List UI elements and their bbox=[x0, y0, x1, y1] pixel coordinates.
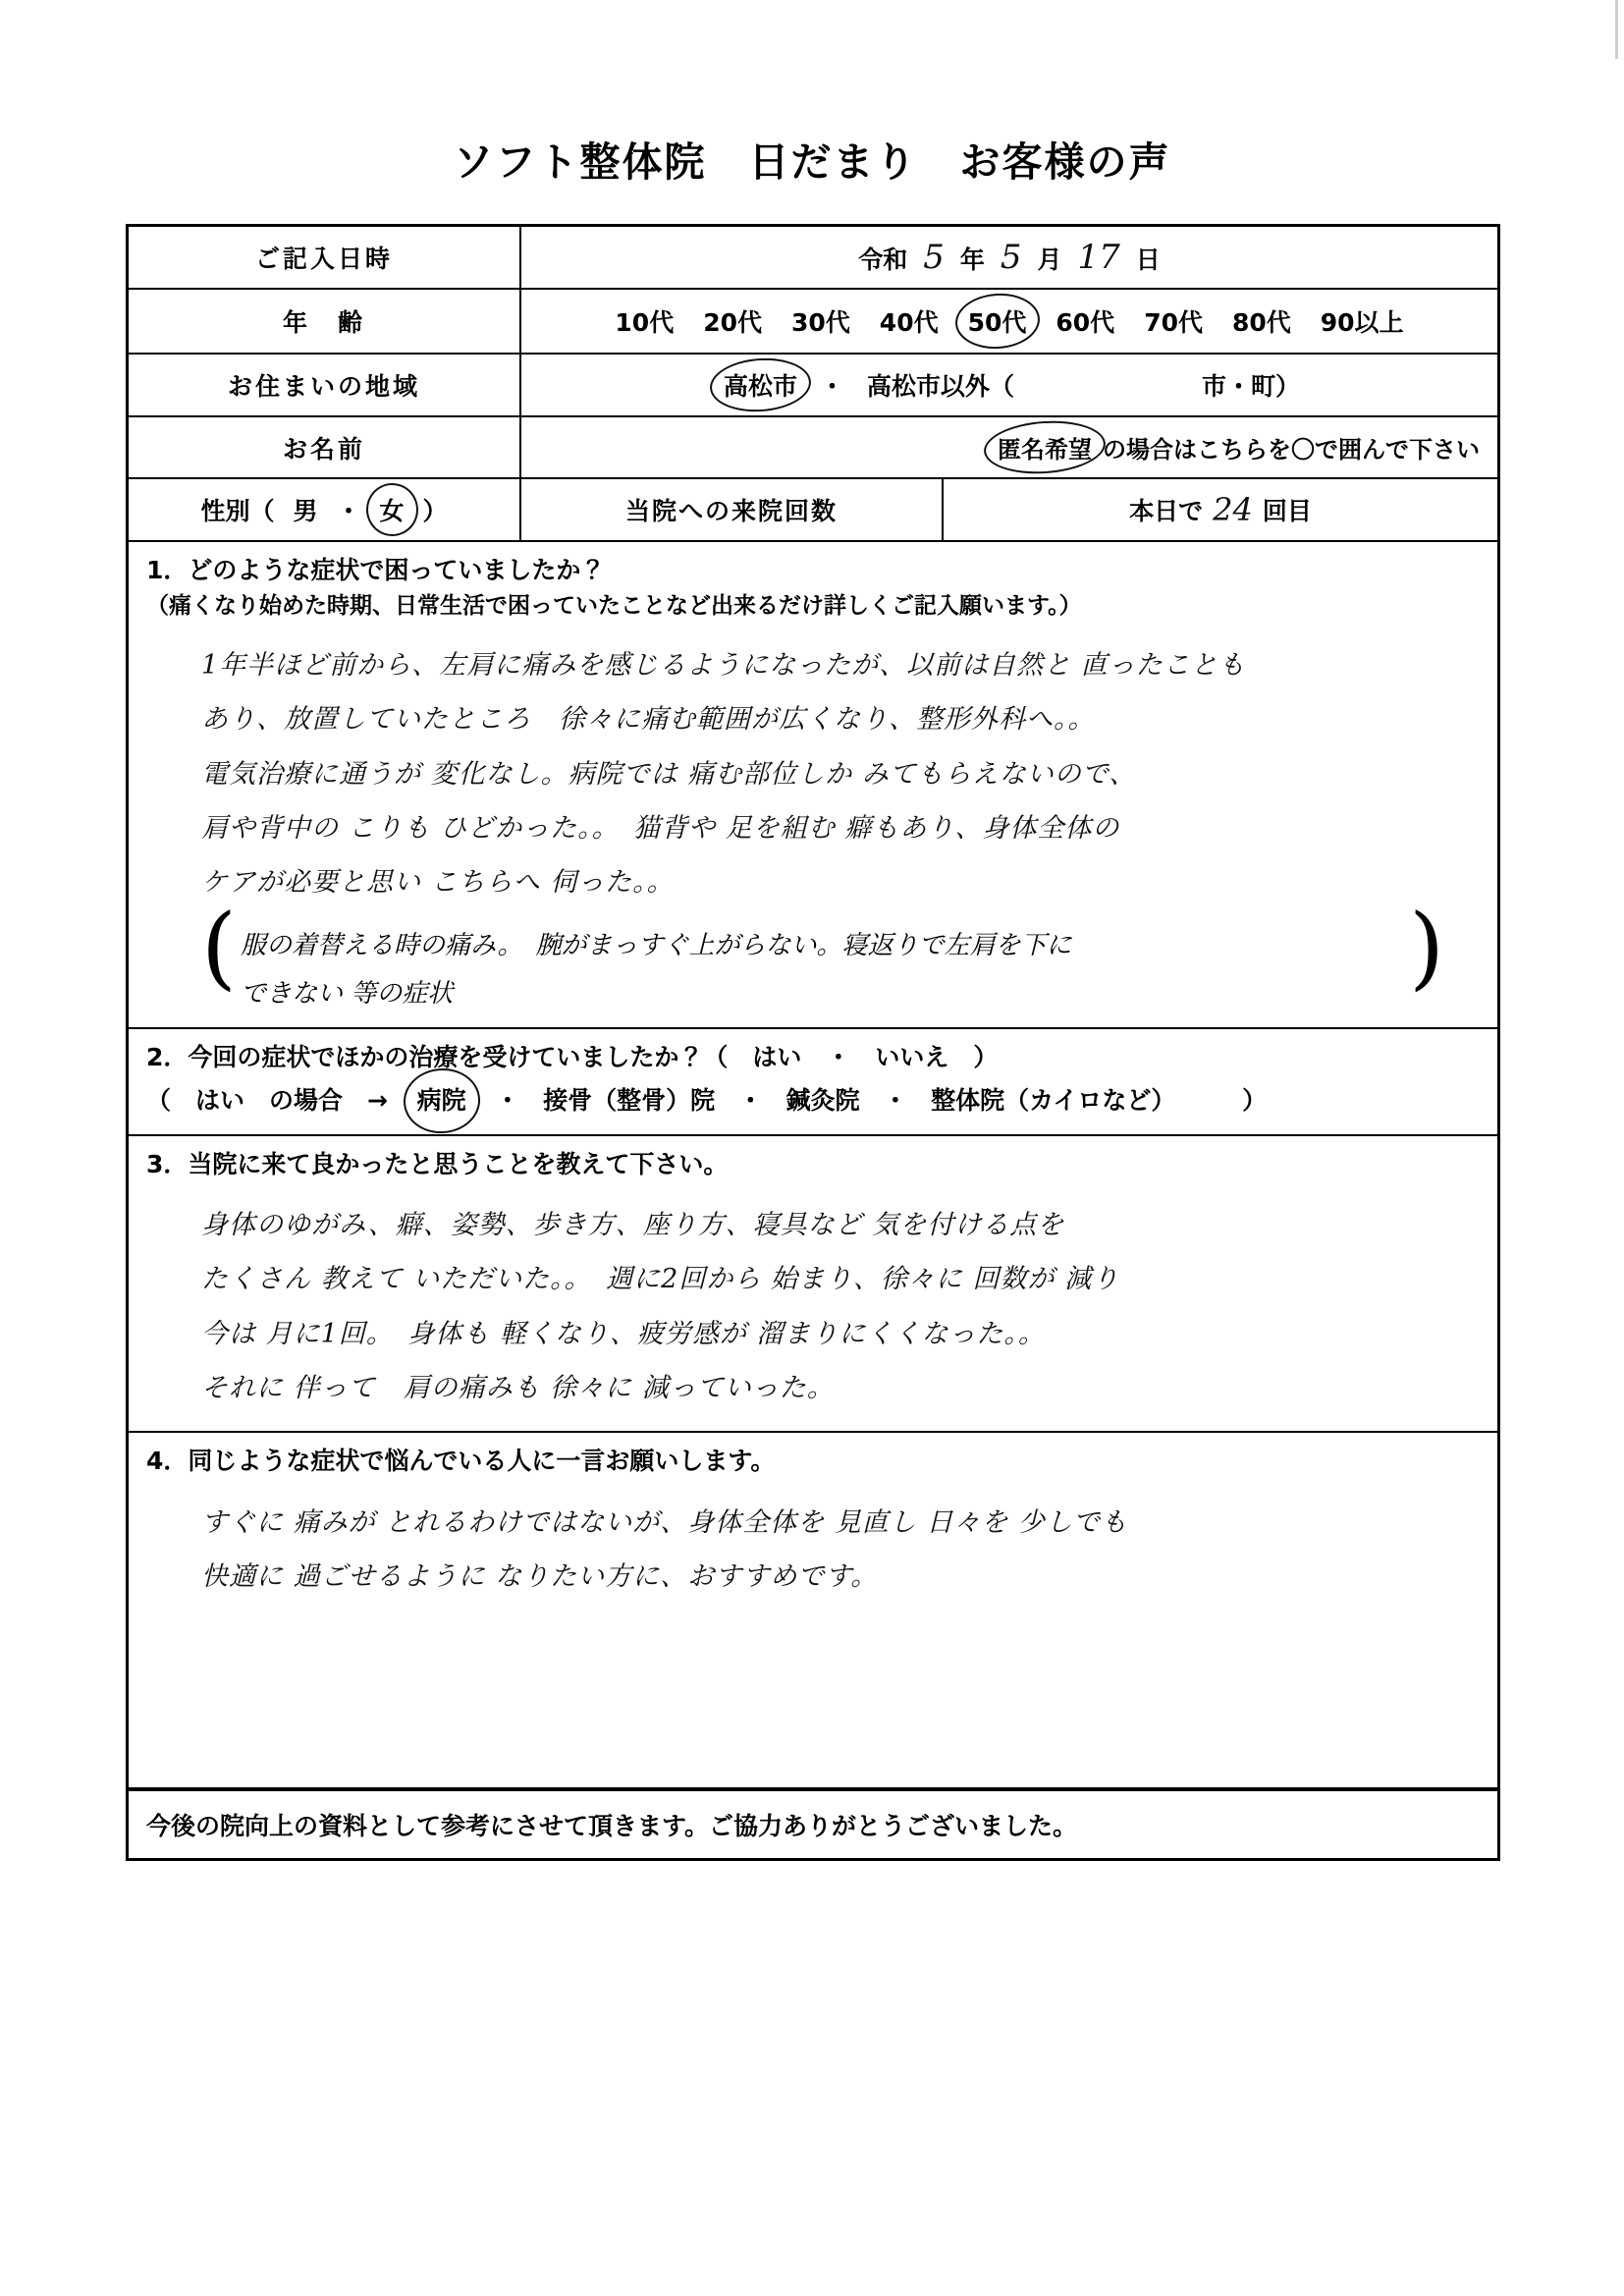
row-age bbox=[129, 290, 1497, 355]
age-option-60[interactable]: 60代 bbox=[1056, 308, 1115, 337]
answer-line: 1年半ほど前から、左肩に痛みを感じるようになったが、以前は自然と 直ったことも bbox=[201, 650, 1246, 681]
region-option-takamatsu-selected[interactable]: 高松市 bbox=[719, 365, 802, 405]
answer-line: あり、放置していたところ 徐々に痛む範囲が広くなり、整形外科へ。。 bbox=[201, 704, 1096, 736]
gender-option-female-selected[interactable]: 女 bbox=[375, 490, 409, 529]
question-2-heading bbox=[146, 1039, 1484, 1076]
answer-line: それに 伴って 肩の痛みも 徐々に 減っていった。 bbox=[201, 1373, 835, 1404]
age-option-80[interactable]: 80代 bbox=[1231, 308, 1291, 337]
question-4-heading bbox=[146, 1443, 1484, 1480]
q2-sep-2: ・ bbox=[737, 1086, 763, 1115]
q2-sep-1: ・ bbox=[495, 1086, 520, 1115]
age-option-70[interactable]: 70代 bbox=[1144, 308, 1203, 337]
question-4-number: 4． bbox=[146, 1447, 189, 1476]
row-gender-visits bbox=[129, 479, 1497, 542]
question-1-number: 1． bbox=[146, 556, 189, 584]
gender-separator: ・ bbox=[336, 497, 361, 525]
question-4-answer bbox=[146, 1480, 1484, 1613]
region-suffix: 市・町） bbox=[1202, 372, 1301, 401]
question-3-block bbox=[129, 1136, 1497, 1434]
label-gender: 性別（ bbox=[200, 497, 275, 525]
question-3-number: 3． bbox=[146, 1149, 189, 1178]
question-2-block bbox=[129, 1029, 1497, 1136]
treatment-option-seitai[interactable]: 整体院（カイロなど） bbox=[931, 1086, 1176, 1115]
question-1-heading bbox=[146, 552, 1484, 589]
question-3-text: 当院に来て良かったと思うことを教えて下さい。 bbox=[188, 1149, 729, 1178]
blank-space bbox=[146, 1613, 1484, 1779]
age-option-90plus[interactable]: 90以上 bbox=[1320, 308, 1404, 337]
answer-note-line: 服の着替える時の痛み。 腕がまっすぐ上がらない。寝返りで左肩を下に bbox=[241, 930, 1072, 960]
label-name: お名前 bbox=[129, 417, 521, 477]
question-1-answer-note bbox=[146, 894, 1484, 1019]
treatment-option-sekkotsu[interactable]: 接骨（整骨）院 bbox=[543, 1086, 716, 1115]
question-1-block bbox=[129, 542, 1497, 1029]
name-anonymous-option-selected[interactable]: 匿名希望 bbox=[993, 428, 1097, 466]
q2-sep-3: ・ bbox=[883, 1086, 908, 1115]
label-visit-count: 当院への来院回数 bbox=[521, 479, 944, 540]
date-month-unit: 月 bbox=[1037, 246, 1062, 274]
value-age bbox=[521, 290, 1497, 353]
row-region bbox=[129, 355, 1497, 417]
question-1-subheading: （痛くなり始めた時期、日常生活で困っていたことなど出来るだけ詳しくご記入願います。） bbox=[146, 592, 1082, 619]
label-date: ご記入日時 bbox=[129, 227, 521, 288]
answer-line: 身体のゆがみ、癖、姿勢、歩き方、座り方、寝具など 気を付ける点を bbox=[201, 1210, 1065, 1240]
age-option-40[interactable]: 40代 bbox=[879, 308, 939, 337]
value-date bbox=[521, 227, 1497, 288]
value-visit-count bbox=[944, 479, 1497, 540]
name-anonymous-note: の場合はこちらを〇で囲んで下さい bbox=[1103, 436, 1480, 464]
age-option-30[interactable]: 30代 bbox=[791, 308, 850, 337]
question-2-number: 2． bbox=[146, 1042, 189, 1071]
page-title: ソフト整体院 日だまり お客様の声 bbox=[453, 138, 1171, 186]
label-age: 年 齢 bbox=[129, 290, 521, 353]
answer-line: ケアが必要と思い こちらへ 伺った。。 bbox=[201, 867, 675, 899]
visits-number: 24 bbox=[1213, 491, 1253, 528]
age-option-10[interactable]: 10代 bbox=[615, 308, 675, 337]
age-option-50-selected[interactable]: 50代 bbox=[964, 301, 1031, 342]
gender-close-paren: ） bbox=[422, 497, 448, 525]
question-3-answer bbox=[146, 1182, 1484, 1423]
visits-suffix: 回目 bbox=[1262, 497, 1312, 525]
question-2-options-line bbox=[146, 1075, 1484, 1126]
question-1-answer bbox=[146, 623, 1484, 918]
question-4-block bbox=[129, 1433, 1497, 1788]
label-region: お住まいの地域 bbox=[129, 355, 521, 415]
question-3-heading bbox=[146, 1146, 1484, 1183]
answer-line: すぐに 痛みが とれるわけではないが、身体全体を 見直し 日々を 少しでも bbox=[201, 1506, 1128, 1538]
visits-prefix: 本日で bbox=[1129, 497, 1204, 525]
question-2-line2-prefix: （ はい の場合 → bbox=[146, 1086, 388, 1115]
question-4-text: 同じような症状で悩んでいる人に一言お願いします。 bbox=[188, 1447, 776, 1476]
treatment-option-shinkyu[interactable]: 鍼灸院 bbox=[785, 1086, 860, 1115]
date-day-unit: 日 bbox=[1135, 246, 1161, 274]
answer-line: 今は 月に1回。 身体も 軽くなり、疲労感が 溜まりにくくなった。。 bbox=[201, 1318, 1046, 1349]
value-name bbox=[521, 417, 1497, 477]
answer-line: 電気治療に通うが 変化なし。病院では 痛む部位しか みてもらえないので、 bbox=[201, 758, 1137, 790]
gender-option-male[interactable]: 男 bbox=[293, 497, 318, 525]
row-date bbox=[129, 227, 1497, 290]
date-month-value: 5 bbox=[1000, 238, 1022, 277]
date-year-value: 5 bbox=[923, 238, 945, 277]
answer-note-line: できない 等の症状 bbox=[241, 979, 454, 1010]
note-close-paren: ) bbox=[1409, 894, 1444, 1000]
question-2-line2-suffix: ） bbox=[1242, 1086, 1268, 1115]
age-option-20[interactable]: 20代 bbox=[703, 308, 762, 337]
scan-edge-artifact bbox=[1615, 0, 1618, 59]
value-region bbox=[521, 355, 1497, 415]
question-2-text: 今回の症状でほかの治療を受けていましたか？（ はい ・ いいえ ） bbox=[188, 1042, 999, 1071]
date-year-unit: 年 bbox=[959, 246, 985, 274]
answer-line: 快適に 過ごせるように なりたい方に、おすすめです。 bbox=[201, 1561, 879, 1593]
date-era: 令和 bbox=[858, 246, 908, 274]
answer-line: たくさん 教えて いただいた。。 週に2回から 始まり、徐々に 回数が 減り bbox=[201, 1264, 1120, 1295]
answer-line: 肩や背中の こりも ひどかった。。 猫背や 足を組む 癖もあり、身体全体の bbox=[201, 813, 1120, 845]
row-name bbox=[129, 417, 1497, 479]
region-separator: ・ bbox=[819, 372, 844, 401]
questionnaire-form bbox=[126, 224, 1500, 1861]
question-1-text: どのような症状で困っていましたか？ bbox=[188, 556, 606, 584]
gender-field bbox=[129, 479, 521, 540]
note-open-paren: ( bbox=[201, 894, 237, 1000]
date-day-value: 17 bbox=[1077, 238, 1120, 277]
region-option-other[interactable]: 高松市以外（ bbox=[867, 372, 1015, 401]
treatment-option-hospital-selected[interactable]: 病院 bbox=[412, 1075, 471, 1126]
form-footer-note: 今後の院向上の資料として参考にさせて頂きます。ご協力ありがとうございました。 bbox=[129, 1789, 1497, 1858]
